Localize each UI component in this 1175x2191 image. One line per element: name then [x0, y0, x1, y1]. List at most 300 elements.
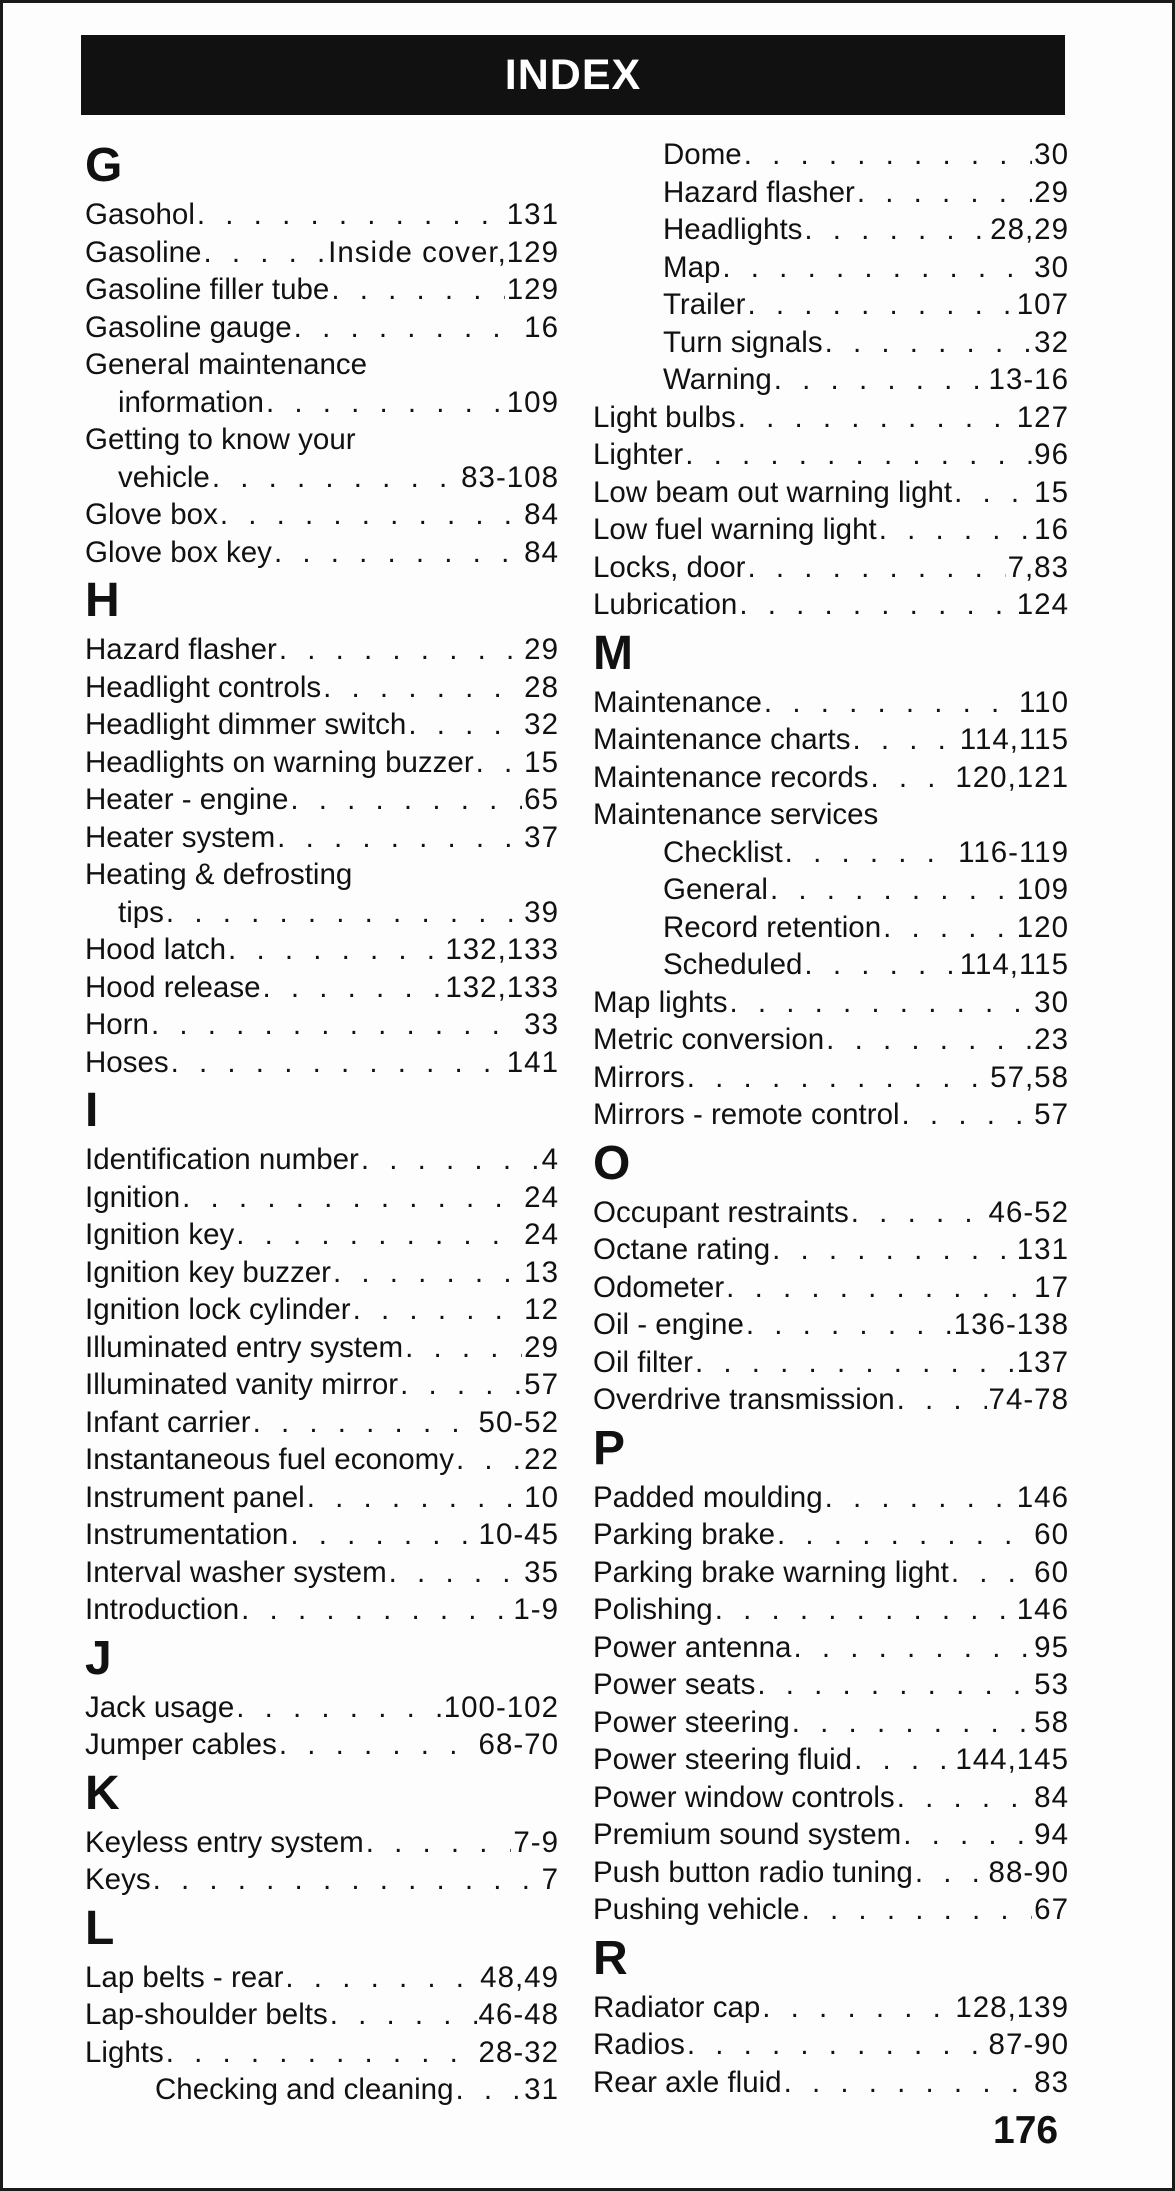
index-entry	[593, 1096, 1069, 1134]
index-entry	[593, 2026, 1069, 2064]
entry-term: Lap belts - rear	[85, 1960, 284, 1994]
index-entry	[593, 511, 1069, 549]
entry-pages: 84	[524, 535, 559, 569]
entry-pages: 46-52	[988, 1195, 1069, 1229]
index-entry	[85, 1404, 559, 1442]
entry-term: Power window controls	[593, 1780, 895, 1814]
section-letter: G	[85, 139, 123, 192]
entry-term: Metric conversion	[593, 1023, 825, 1056]
index-entry	[593, 1989, 1069, 2027]
dot-leader	[883, 909, 1015, 947]
entry-pages: 53	[1034, 1668, 1069, 1701]
entry-term: General	[663, 873, 768, 906]
entry-term: Hoses	[85, 1045, 169, 1079]
entry-pages: 94	[1034, 1818, 1069, 1851]
entry-pages: 28,29	[990, 213, 1069, 246]
entry-term: Ignition key buzzer	[85, 1255, 331, 1289]
page-number: 176	[993, 2109, 1059, 2152]
entry-term: Identification number	[85, 1143, 359, 1176]
dot-leader	[826, 1021, 1032, 1059]
index-entry	[85, 2034, 559, 2072]
dot-leader	[729, 984, 1032, 1022]
index-entry	[593, 1666, 1069, 1704]
dot-leader	[266, 384, 505, 422]
entry-pages: 57	[1034, 1098, 1069, 1131]
entry-term: Gasohol	[85, 198, 195, 231]
dot-leader	[279, 631, 522, 669]
entry-pages: 29	[1034, 175, 1069, 209]
entry-pages: 83	[1034, 2065, 1069, 2099]
entry-pages: 116-119	[958, 835, 1069, 869]
entry-pages: 7	[541, 1863, 559, 1896]
entry-term: Headlights on warning buzzer	[85, 745, 474, 779]
dot-leader	[294, 309, 523, 347]
entry-term: Lubrication	[593, 588, 738, 621]
index-entry	[85, 706, 559, 744]
entry-pages: 39	[524, 895, 559, 929]
dot-leader	[792, 1704, 1032, 1742]
index-entry	[85, 1291, 559, 1329]
section-letter: K	[85, 1766, 120, 1820]
entry-pages: 4	[541, 1143, 559, 1176]
entry-term: Maintenance	[593, 685, 762, 719]
dot-leader	[456, 2071, 523, 2109]
index-entry	[593, 1554, 1069, 1592]
entry-pages: 120	[1016, 910, 1069, 944]
dot-leader	[739, 586, 1014, 624]
index-entry	[593, 1344, 1069, 1382]
dot-leader	[777, 1516, 1032, 1554]
index-entry	[593, 1306, 1069, 1344]
entry-pages: 96	[1034, 438, 1069, 471]
entry-term: Infant carrier	[85, 1405, 251, 1439]
entry-term: Hood release	[85, 970, 261, 1004]
dot-leader	[695, 1344, 1015, 1382]
index-entry	[85, 744, 559, 782]
index-entry	[593, 474, 1069, 512]
index-entry	[593, 211, 1069, 249]
index-entry	[593, 174, 1069, 212]
entry-term: Hood latch	[85, 933, 227, 966]
dot-leader	[290, 781, 522, 819]
dot-leader	[151, 1006, 522, 1044]
dot-leader	[290, 1516, 476, 1554]
entry-pages: 100-102	[443, 1690, 559, 1724]
entry-pages: 29	[524, 1330, 559, 1364]
entry-term: Hazard flasher	[663, 175, 855, 209]
index-entry	[593, 1779, 1069, 1817]
index-entry	[85, 1254, 559, 1292]
entry-pages: 74-78	[988, 1383, 1069, 1416]
index-entry	[593, 1741, 1069, 1779]
entry-term: Ignition	[85, 1180, 181, 1214]
index-entry	[593, 549, 1069, 587]
entry-term: Heater - engine	[85, 783, 289, 816]
index-entry	[85, 1689, 559, 1727]
entry-term: Lighter	[593, 438, 684, 471]
dot-leader	[897, 1381, 987, 1419]
dot-leader	[153, 1861, 540, 1899]
entry-pages: 37	[524, 820, 559, 854]
entry-term: Polishing	[593, 1593, 713, 1626]
entry-term: Headlight controls	[85, 670, 322, 704]
dot-leader	[331, 271, 504, 309]
index-entry	[85, 781, 559, 819]
dot-leader	[687, 2026, 987, 2064]
index-entry	[85, 196, 559, 234]
dot-leader	[903, 1816, 1032, 1854]
index-entry	[593, 1891, 1069, 1929]
entry-pages: 15	[1034, 475, 1069, 509]
index-entry	[593, 1381, 1069, 1419]
dot-leader	[220, 496, 522, 534]
index-entry	[85, 1216, 559, 1254]
entry-pages: 84	[1034, 1780, 1069, 1814]
section-letter: P	[593, 1421, 626, 1475]
entry-term: Keys	[85, 1863, 151, 1896]
index-entry	[85, 459, 559, 497]
dot-leader	[804, 211, 988, 249]
index-entry	[593, 286, 1069, 324]
entry-term: Padded moulding	[593, 1480, 823, 1514]
entry-term: Gasoline filler tube	[85, 273, 330, 306]
index-entry	[85, 2071, 559, 2109]
entry-term: tips	[118, 895, 164, 929]
entry-pages: 87-90	[988, 2028, 1069, 2061]
index-entry	[85, 1861, 559, 1899]
index-entry	[85, 969, 559, 1007]
entry-term: Headlights	[663, 213, 803, 246]
index-entry	[85, 309, 559, 347]
index-entry	[593, 1231, 1069, 1269]
entry-pages: 144,145	[955, 1743, 1069, 1776]
dot-leader	[279, 1726, 477, 1764]
index-entry-heading: Getting to know your	[85, 423, 356, 456]
entry-pages: 67	[1034, 1893, 1069, 1926]
index-entry	[593, 871, 1069, 909]
entry-term: Gasoline	[85, 235, 202, 269]
entry-term: Oil filter	[593, 1345, 693, 1379]
dot-leader	[687, 1059, 988, 1097]
dot-leader	[236, 1216, 522, 1254]
dot-leader	[389, 1554, 523, 1592]
entry-pages: 29	[524, 633, 559, 666]
dot-leader	[902, 1096, 1033, 1134]
dot-leader	[762, 1989, 953, 2027]
entry-pages: 7-9	[513, 1825, 559, 1859]
dot-leader	[744, 136, 1032, 174]
section-letter: J	[85, 1631, 112, 1685]
section-letter: M	[593, 626, 633, 680]
entry-term: vehicle	[118, 460, 210, 494]
entry-pages: 132,133	[445, 970, 559, 1004]
entry-term: information	[118, 385, 264, 419]
dot-leader	[722, 249, 1032, 287]
index-entry	[85, 1141, 559, 1179]
entry-pages: 58	[1034, 1705, 1069, 1739]
index-column-left	[85, 136, 559, 2109]
dot-leader	[772, 1231, 1015, 1269]
entry-pages: 13-16	[988, 363, 1069, 396]
dot-leader	[825, 324, 1033, 362]
entry-pages: 95	[1034, 1630, 1069, 1664]
dot-leader	[954, 474, 1032, 512]
index-entry	[85, 1726, 559, 1764]
entry-term: Jumper cables	[85, 1728, 277, 1761]
dot-leader	[870, 759, 953, 797]
index-entry	[85, 534, 559, 572]
index-entry	[85, 631, 559, 669]
entry-pages: 24	[524, 1218, 559, 1251]
dot-leader	[366, 1824, 512, 1862]
entry-term: Heater system	[85, 820, 276, 854]
dot-leader	[203, 234, 326, 272]
entry-term: Gasoline gauge	[85, 310, 292, 344]
dot-leader	[854, 1741, 953, 1779]
index-entry	[593, 586, 1069, 624]
dot-leader	[212, 459, 459, 497]
dot-leader	[182, 1179, 522, 1217]
entry-term: Hazard flasher	[85, 633, 277, 666]
entry-pages: 17	[1034, 1270, 1069, 1304]
entry-term: Map lights	[593, 985, 728, 1019]
entry-pages: 15	[524, 745, 559, 779]
entry-term: Illuminated entry system	[85, 1330, 404, 1364]
index-entry	[85, 894, 559, 932]
index-entry	[593, 324, 1069, 362]
index-entry	[593, 834, 1069, 872]
dot-leader	[166, 894, 522, 932]
dot-leader	[784, 2064, 1033, 2102]
index-entry	[593, 759, 1069, 797]
entry-pages: 46-48	[478, 1998, 559, 2031]
dot-leader	[879, 511, 1032, 549]
entry-term: Checking and cleaning	[155, 2073, 454, 2106]
entry-term: Maintenance records	[593, 760, 869, 794]
entry-pages: 114,115	[959, 723, 1069, 756]
dot-leader	[793, 1629, 1032, 1667]
entry-pages: 83-108	[461, 460, 559, 494]
entry-pages: 110	[1018, 685, 1069, 719]
index-entry	[593, 361, 1069, 399]
index-header-bar	[81, 35, 1065, 115]
page-title: INDEX	[504, 50, 642, 99]
entry-term: Push button radio tuning	[593, 1855, 913, 1889]
entry-pages: 24	[524, 1180, 559, 1214]
entry-pages: 84	[524, 498, 559, 531]
index-entry	[593, 684, 1069, 722]
dot-leader	[726, 1269, 1032, 1307]
entry-pages: 32	[1034, 325, 1069, 359]
entry-pages: 88-90	[988, 1855, 1069, 1889]
dot-leader	[770, 871, 1015, 909]
entry-term: Record retention	[663, 910, 882, 944]
entry-term: Power seats	[593, 1668, 756, 1701]
entry-term: Headlight dimmer switch	[85, 708, 407, 741]
index-entry-heading: General maintenance	[85, 348, 368, 381]
entry-pages: 50-52	[478, 1405, 559, 1439]
dot-leader	[236, 1689, 442, 1727]
dot-leader	[951, 1554, 1032, 1592]
entry-term: Occupant restraints	[593, 1195, 849, 1229]
index-entry	[593, 1479, 1069, 1517]
dot-leader	[685, 436, 1032, 474]
entry-pages: 57,58	[990, 1060, 1069, 1094]
index-entry-heading: Maintenance services	[593, 798, 879, 831]
dot-leader	[274, 534, 522, 572]
entry-term: Mirrors - remote control	[593, 1098, 900, 1131]
entry-term: Power steering fluid	[593, 1743, 853, 1776]
entry-term: Ignition key	[85, 1218, 235, 1251]
entry-pages: 57	[524, 1368, 559, 1401]
entry-term: Ignition lock cylinder	[85, 1293, 351, 1326]
index-entry	[593, 909, 1069, 947]
entry-pages: 68-70	[478, 1728, 559, 1761]
dot-leader	[785, 834, 956, 872]
dot-leader	[166, 2034, 477, 2072]
entry-pages: 16	[1034, 513, 1069, 546]
entry-term: Checklist	[663, 835, 783, 869]
entry-term: Light bulbs	[593, 400, 736, 434]
entry-pages: 107	[1016, 288, 1069, 321]
index-entry	[85, 1516, 559, 1554]
dot-leader	[825, 1479, 1015, 1517]
index-entry	[85, 1591, 559, 1629]
index-entry	[85, 1366, 559, 1404]
entry-pages: 60	[1034, 1518, 1069, 1551]
dot-leader	[476, 744, 523, 782]
entry-term: Radiator cap	[593, 1990, 761, 2024]
index-entry	[85, 931, 559, 969]
entry-pages: 30	[1034, 250, 1069, 284]
entry-term: Instantaneous fuel economy	[85, 1443, 454, 1476]
entry-pages: 136-138	[953, 1308, 1069, 1341]
dot-leader	[408, 706, 522, 744]
index-entry	[593, 1269, 1069, 1307]
dot-leader	[774, 361, 987, 399]
index-entry	[593, 1516, 1069, 1554]
dot-leader	[277, 819, 522, 857]
dot-leader	[456, 1441, 522, 1479]
index-entry	[593, 436, 1069, 474]
index-entry-heading: Heating & defrosting	[85, 858, 353, 891]
dot-leader	[851, 1194, 987, 1232]
entry-term: Mirrors	[593, 1060, 685, 1094]
dot-leader	[330, 1996, 477, 2034]
dot-leader	[804, 946, 957, 984]
dot-leader	[715, 1591, 1015, 1629]
index-entry	[593, 1816, 1069, 1854]
entry-term: Oil - engine	[593, 1308, 744, 1341]
index-entry	[593, 249, 1069, 287]
dot-leader	[738, 399, 1015, 437]
entry-term: Rear axle fluid	[593, 2065, 782, 2099]
dot-leader	[400, 1366, 522, 1404]
entry-term: Glove box key	[85, 535, 272, 569]
entry-pages: 31	[524, 2073, 559, 2106]
index-entry	[85, 1044, 559, 1082]
dot-leader	[405, 1329, 522, 1367]
dot-leader	[857, 174, 1032, 212]
entry-term: Overdrive transmission	[593, 1383, 895, 1416]
dot-leader	[897, 1779, 1032, 1817]
entry-pages: 146	[1016, 1480, 1069, 1514]
entry-term: Locks, door	[593, 550, 746, 584]
index-entry	[593, 1591, 1069, 1629]
entry-term: Octane rating	[593, 1233, 771, 1266]
dot-leader	[307, 1479, 522, 1517]
entry-pages: 32	[524, 708, 559, 741]
entry-pages: 13	[524, 1255, 559, 1289]
entry-term: Radios	[593, 2028, 685, 2061]
index-entry	[85, 669, 559, 707]
entry-term: Parking brake	[593, 1518, 776, 1551]
entry-pages: 1-9	[513, 1593, 559, 1626]
dot-leader	[361, 1141, 540, 1179]
entry-pages: 131	[506, 198, 559, 231]
entry-pages: 109	[506, 385, 559, 419]
entry-pages: 137	[1016, 1345, 1069, 1379]
index-entry	[593, 721, 1069, 759]
entry-term: Power antenna	[593, 1630, 792, 1664]
dot-leader	[748, 286, 1015, 324]
entry-term: Keyless entry system	[85, 1825, 364, 1859]
entry-pages: 129	[506, 273, 559, 306]
dot-leader	[333, 1254, 522, 1292]
entry-term: Low beam out warning light	[593, 475, 953, 509]
entry-term: Map	[663, 250, 721, 284]
entry-pages: 28	[524, 670, 559, 704]
entry-pages: 12	[524, 1293, 559, 1326]
entry-pages: 128,139	[955, 1990, 1069, 2024]
entry-pages: 23	[1034, 1023, 1069, 1056]
entry-term: Introduction	[85, 1593, 240, 1626]
entry-term: Parking brake warning light	[593, 1555, 949, 1589]
entry-pages: 109	[1016, 873, 1069, 906]
index-entry	[593, 2064, 1069, 2102]
entry-pages: 33	[524, 1008, 559, 1041]
index-entry	[593, 1059, 1069, 1097]
index-entry	[85, 1996, 559, 2034]
index-entry	[85, 1959, 559, 1997]
index-entry	[593, 1021, 1069, 1059]
dot-leader	[915, 1854, 987, 1892]
dot-leader	[802, 1891, 1033, 1929]
index-entry	[85, 1554, 559, 1592]
index-entry	[85, 234, 559, 272]
index-entry	[593, 946, 1069, 984]
section-letter: O	[593, 1136, 631, 1190]
entry-pages: 7,83	[1007, 550, 1069, 584]
dot-leader	[746, 1306, 952, 1344]
entry-pages: 22	[524, 1443, 559, 1476]
index-entry	[85, 1329, 559, 1367]
dot-leader	[852, 721, 957, 759]
dot-leader	[323, 669, 522, 707]
entry-pages: 124	[1016, 588, 1069, 621]
entry-term: Power steering	[593, 1705, 790, 1739]
index-entry	[85, 1824, 559, 1862]
dot-leader	[757, 1666, 1032, 1704]
index-entry	[85, 271, 559, 309]
entry-pages: 127	[1016, 400, 1069, 434]
entry-term: Scheduled	[663, 948, 803, 981]
dot-leader	[197, 196, 505, 234]
dot-leader	[353, 1291, 523, 1329]
index-column-right	[593, 136, 1069, 2101]
entry-pages: 28-32	[478, 2035, 559, 2069]
entry-term: Low fuel warning light	[593, 513, 877, 546]
